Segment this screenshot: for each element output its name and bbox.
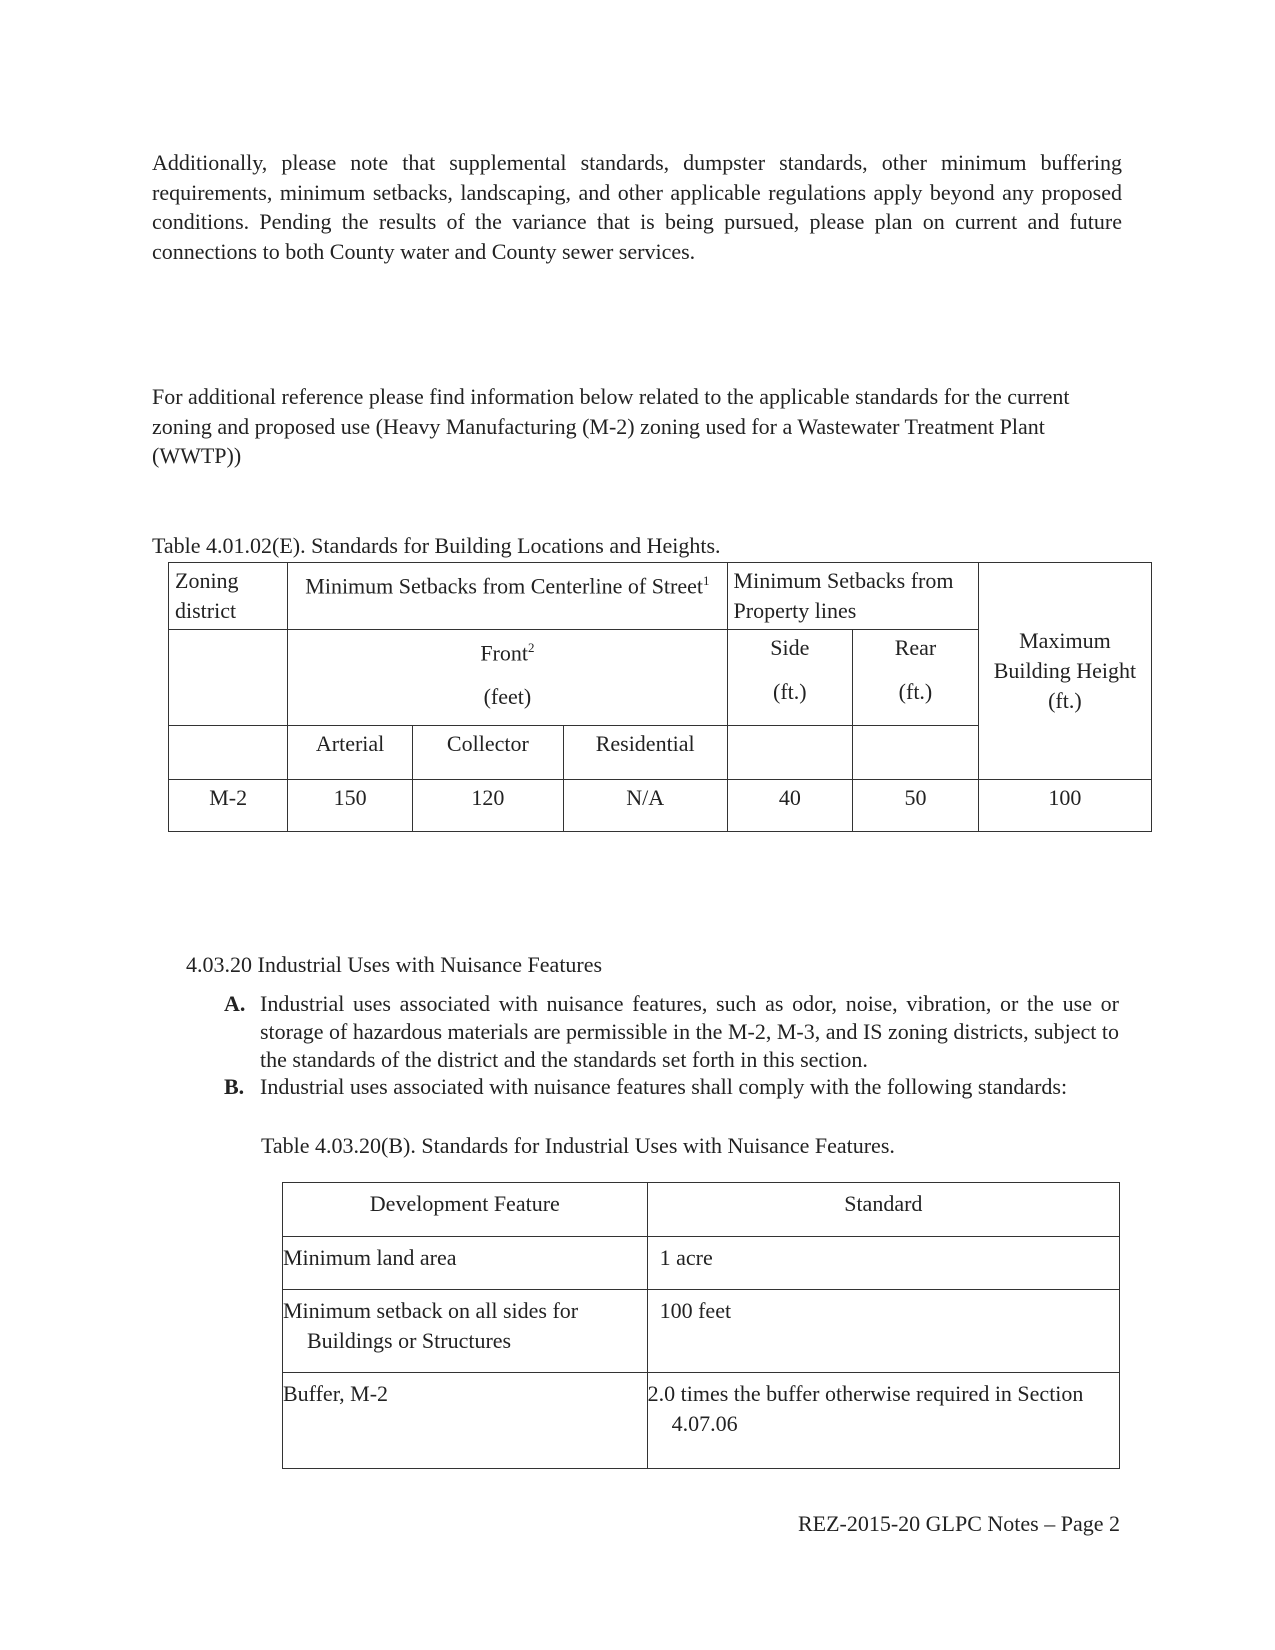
empty-cell (727, 726, 853, 780)
cell-collector: 120 (412, 780, 563, 832)
cell-feature: Minimum setback on all sides for Buildings or Structures (283, 1290, 648, 1373)
cell-rear: 50 (853, 780, 979, 832)
table-row (283, 1373, 1120, 1469)
section-heading: 4.03.20 Industrial Uses with Nuisance Features (186, 952, 603, 977)
cell-zoning: M-2 (169, 780, 288, 832)
list-item (224, 990, 1119, 1074)
header-max-height: Maximum Building Height (ft.) (978, 563, 1151, 780)
cell-feature: Buffer, M-2 (283, 1373, 648, 1469)
header-zoning-district: Zoning district (169, 563, 288, 630)
header-development-feature: Development Feature (283, 1183, 648, 1237)
cell-height: 100 (978, 780, 1151, 832)
cell-standard: 2.0 times the buffer otherwise required in Section 4.07.06 (647, 1373, 1119, 1469)
header-arterial: Arterial (288, 726, 413, 780)
item-label: B. (224, 1074, 245, 1099)
header-standard: Standard (647, 1183, 1119, 1237)
header-property-setbacks: Minimum Setbacks from Property lines (727, 563, 978, 630)
cell-standard: 1 acre (647, 1237, 1119, 1290)
empty-cell (169, 726, 288, 780)
table-row (283, 1237, 1120, 1290)
table2-caption: Table 4.03.20(B). Standards for Industrial Uses with Nuisance Features. (261, 1133, 895, 1158)
list-item (224, 1073, 1119, 1101)
reference-paragraph: For additional reference please find information below related to the applicable standards for the current zoning and proposed use (Heavy Manufacturing (M-2) zoning used for a Wastewater Treatment Plant (WWTP)) (152, 384, 1070, 468)
cell-standard: 100 feet (647, 1290, 1119, 1373)
building-standards-table (168, 562, 1152, 832)
nuisance-standards-table (282, 1182, 1120, 1469)
item-text: Industrial uses associated with nuisance features, such as odor, noise, vibration, or the use or storage of hazardous materials are permissible in the M-2, M-3, and IS zoning districts, subject to the standards of the district and the standards set forth in this section. (260, 991, 1120, 1072)
cell-residential: N/A (563, 780, 727, 832)
cell-arterial: 150 (288, 780, 413, 832)
empty-cell (169, 630, 288, 726)
page-footer: REZ-2015-20 GLPC Notes – Page 2 (797, 1511, 1120, 1536)
item-label: A. (224, 991, 246, 1016)
table-row (283, 1290, 1120, 1373)
header-street-setbacks: Minimum Setbacks from Centerline of Street$^1$ (288, 563, 727, 630)
cell-feature: Minimum land area (283, 1237, 648, 1290)
header-front: Front$^2$ (feet) (288, 630, 727, 726)
empty-cell (853, 726, 979, 780)
header-collector: Collector (412, 726, 563, 780)
intro-paragraph: Additionally, please note that supplemental standards, dumpster standards, other minimum buffering requirements, minimum setbacks, landscaping, and other applicable regulations apply beyond any proposed conditions. Pending the results of the variance that is being pursued, please plan on current and future connections to both County water and County sewer services. (152, 150, 1122, 264)
header-rear: Rear (ft.) (853, 630, 979, 726)
header-side: Side (ft.) (727, 630, 853, 726)
table-row (169, 780, 1152, 832)
item-text: Industrial uses associated with nuisance features shall comply with the following standards: (260, 1074, 1068, 1099)
header-residential: Residential (563, 726, 727, 780)
table1-caption: Table 4.01.02(E). Standards for Building Locations and Heights. (152, 533, 721, 558)
cell-side: 40 (727, 780, 853, 832)
